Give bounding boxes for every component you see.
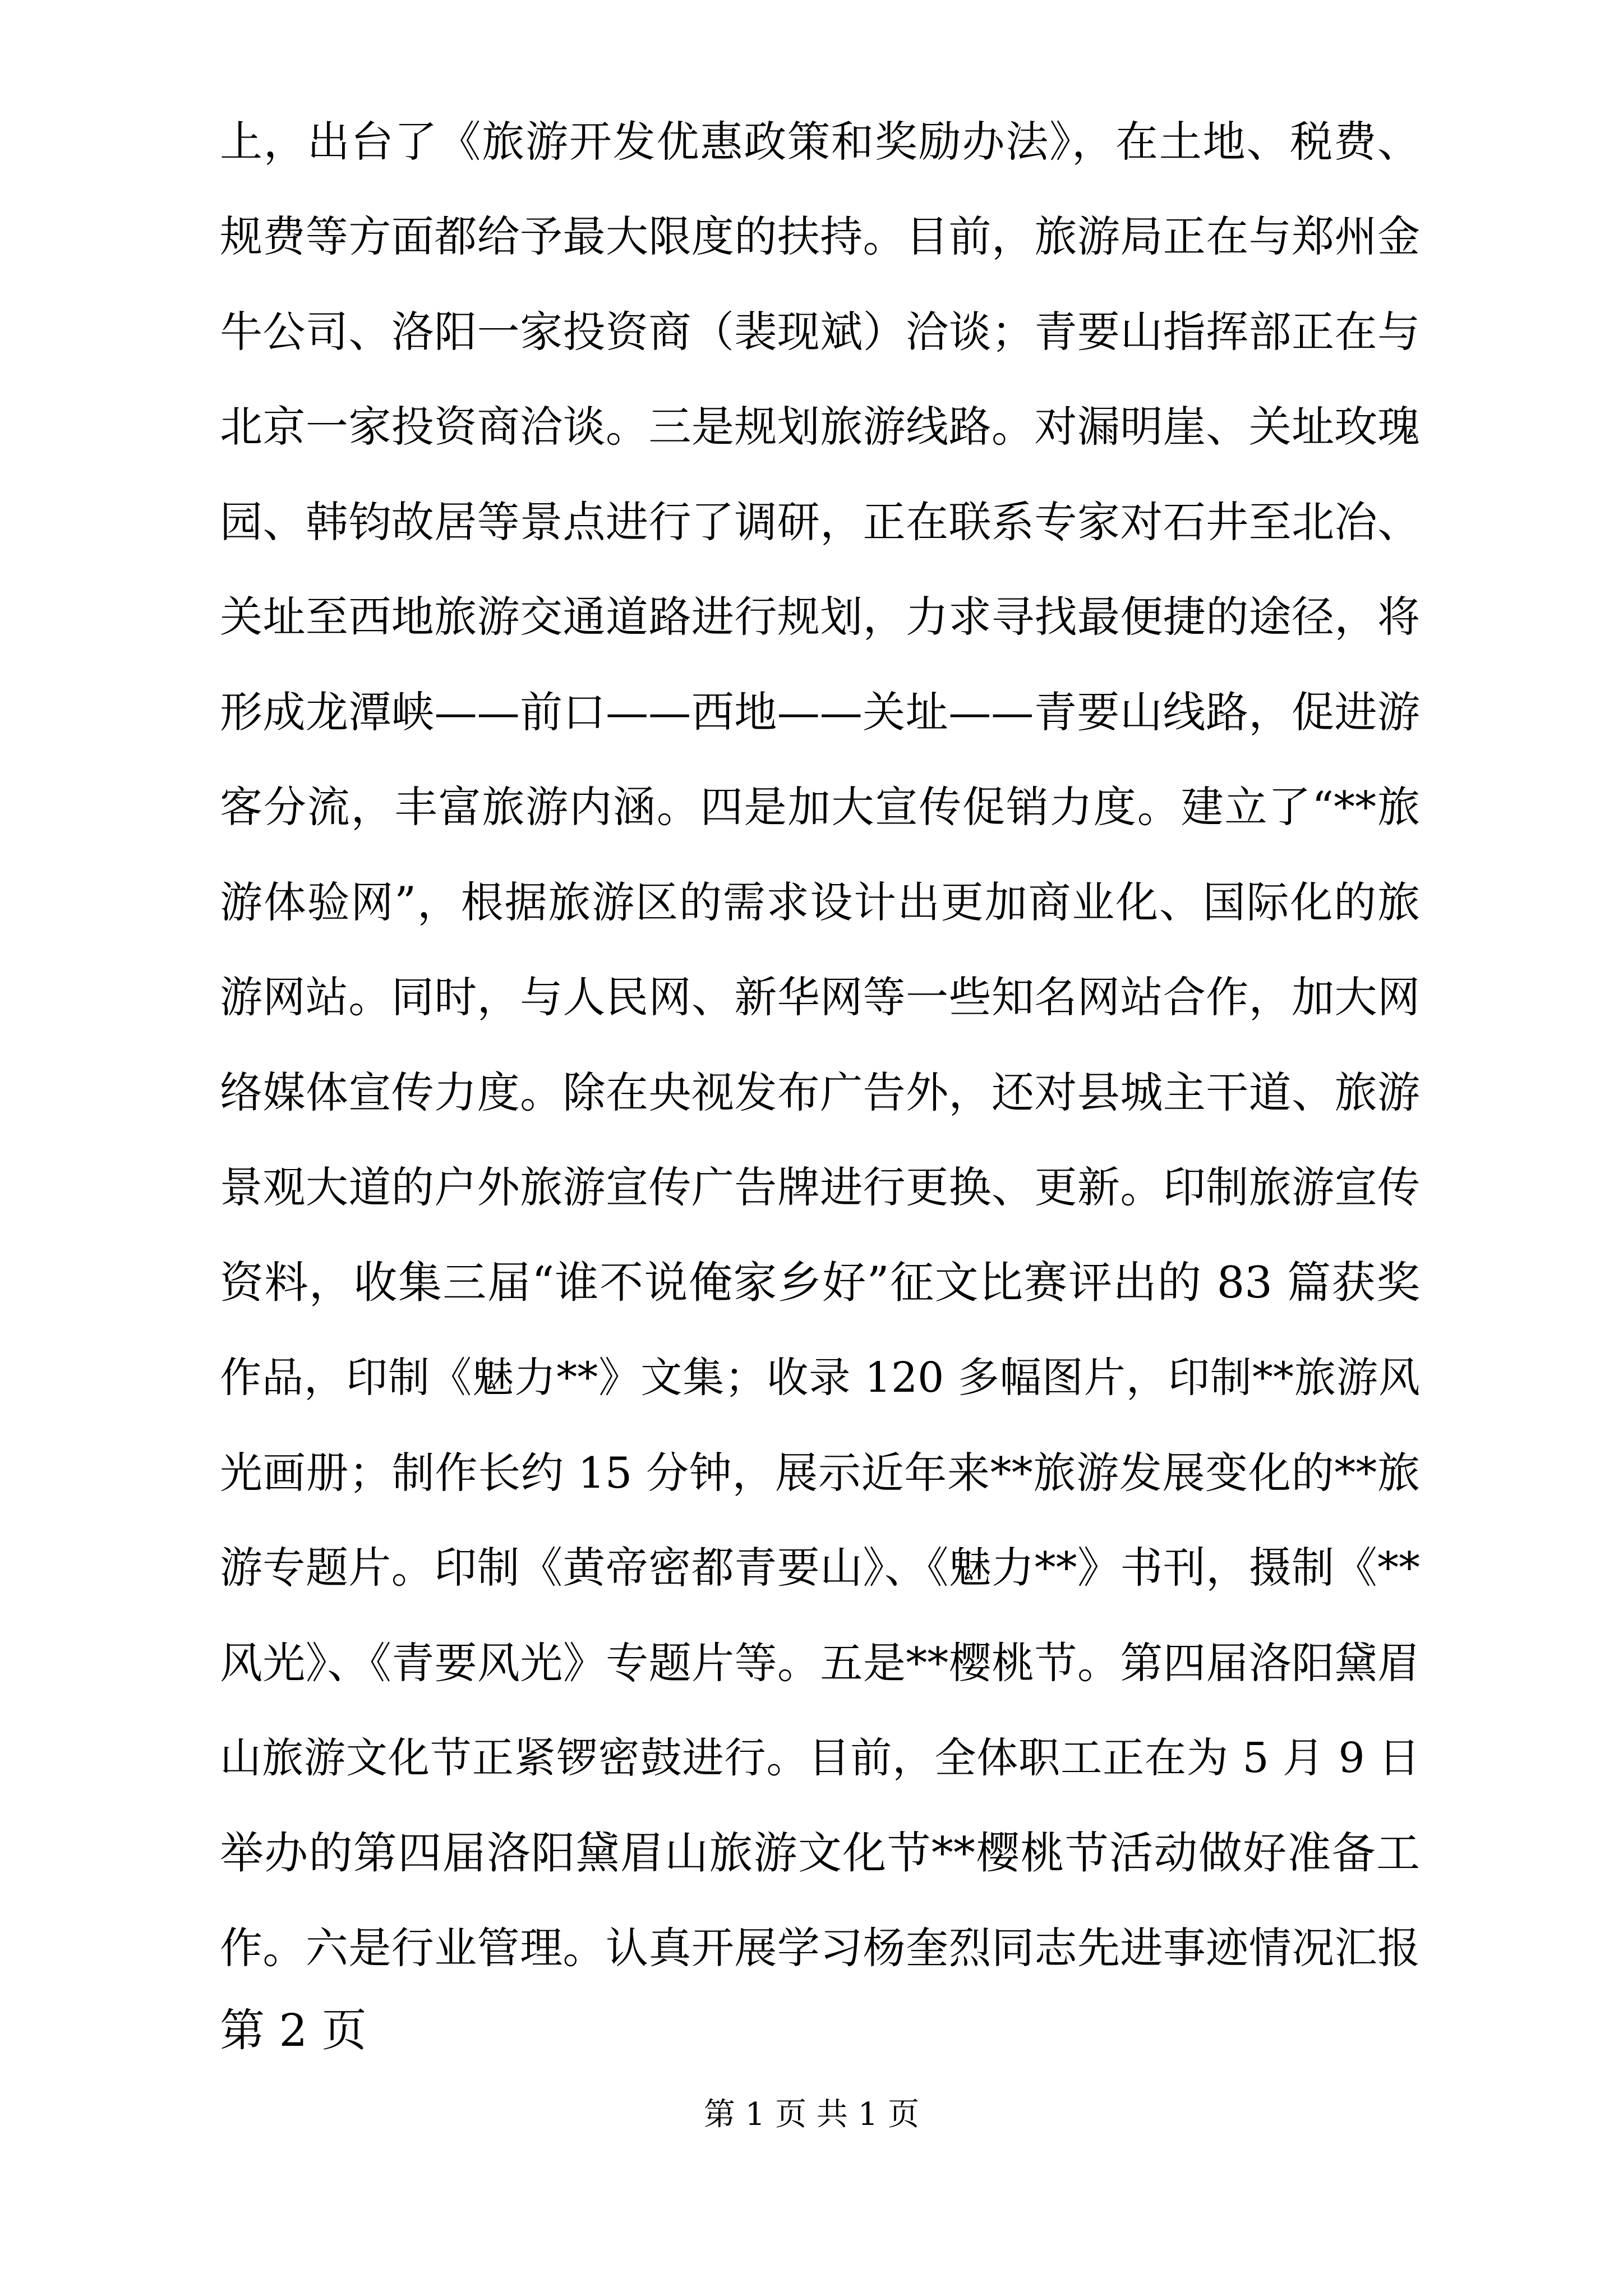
- text-line-17: 风光》、《青要风光》专题片等。五是**樱桃节。第四届洛阳黛眉: [220, 1638, 1420, 1688]
- inline-page-label: 第 2 页: [220, 2004, 367, 2056]
- text-line-20: 作。六是行业管理。认真开展学习杨奎烈同志先进事迹情况汇报: [220, 1923, 1420, 1973]
- text-line-5: 园、韩钧故居等景点进行了调研，正在联系专家对石井至北冶、: [220, 497, 1420, 547]
- text-line-11: 络媒体宣传力度。除在央视发布广告外，还对县城主干道、旅游: [220, 1068, 1420, 1117]
- text-line-18: 山旅游文化节正紧锣密鼓进行。目前，全体职工正在为 5 月 9 日: [220, 1734, 1420, 1782]
- text-line-7: 形成龙潭峡——前口——西地——关址——青要山线路，促进游: [220, 687, 1420, 737]
- text-line-1: 上，出台了《旅游开发优惠政策和奖励办法》，在土地、税费、: [220, 117, 1420, 167]
- text-line-2: 规费等方面都给予最大限度的扶持。目前，旅游局正在与郑州金: [220, 211, 1420, 261]
- text-line-9: 游体验网”，根据旅游区的需求设计出更加商业化、国际化的旅: [220, 877, 1420, 927]
- text-line-10: 游网站。同时，与人民网、新华网等一些知名网站合作，加大网: [220, 972, 1420, 1022]
- text-line-4: 北京一家投资商洽谈。三是规划旅游线路。对漏明崖、关址玫瑰: [220, 402, 1420, 452]
- page-footer: 第 1 页 共 1 页: [703, 2096, 920, 2133]
- text-line-16: 游专题片。印制《黄帝密都青要山》、《魅力**》书刊，摄制《**: [220, 1543, 1420, 1593]
- text-line-13: 资料，收集三届“谁不说俺家乡好”征文比赛评出的 83 篇获奖: [220, 1258, 1420, 1308]
- text-line-14: 作品，印制《魅力**》文集；收录 120 多幅图片，印制**旅游风: [220, 1354, 1420, 1402]
- text-line-8: 客分流，丰富旅游内涵。四是加大宣传促销力度。建立了“**旅: [220, 782, 1420, 832]
- text-line-6: 关址至西地旅游交通道路进行规划，力求寻找最便捷的途径，将: [220, 592, 1420, 642]
- text-line-19: 举办的第四届洛阳黛眉山旅游文化节**樱桃节活动做好准备工: [220, 1828, 1420, 1879]
- text-line-12: 景观大道的户外旅游宣传广告牌进行更换、更新。印制旅游宣传: [220, 1162, 1420, 1212]
- text-line-3: 牛公司、洛阳一家投资商（裴现斌）洽谈；青要山指挥部正在与: [220, 307, 1420, 357]
- text-line-15: 光画册；制作长约 15 分钟，展示近年来**旅游发展变化的**旅: [220, 1448, 1420, 1498]
